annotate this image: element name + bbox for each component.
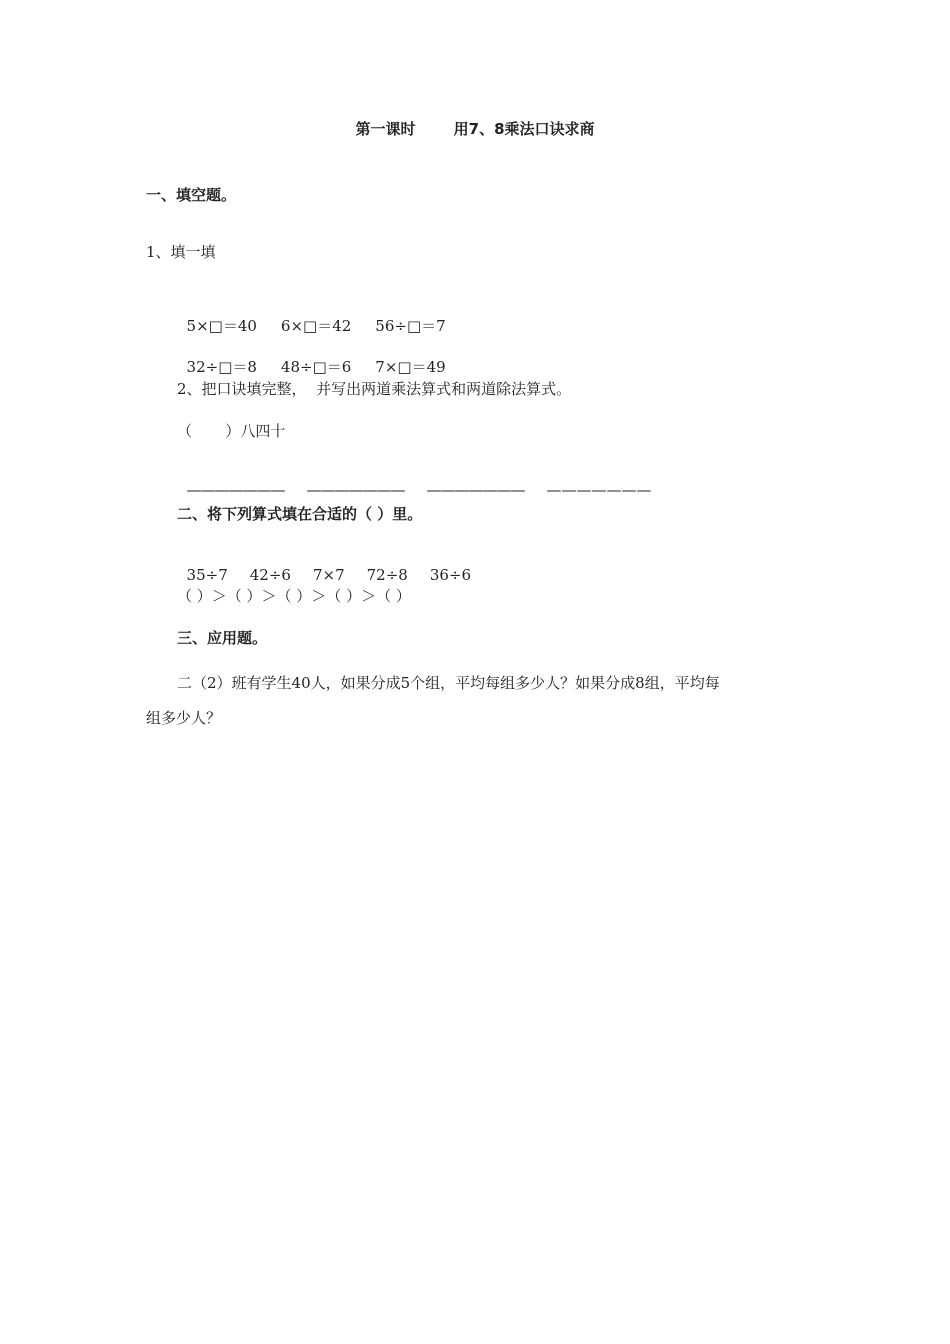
section-1-heading: 一、填空题。 xyxy=(146,186,237,204)
word-problem-line-1: 二（2）班有学生40人，如果分成5个组，平均每组多少人？如果分成8组，平均每 xyxy=(177,674,720,692)
section-3-heading: 三、应用题。 xyxy=(177,629,268,647)
equation-item: 6×□＝42 xyxy=(280,317,352,335)
answer-line: ——————— xyxy=(186,481,285,499)
lesson-topic: 用7、8乘法口诀求商 xyxy=(453,120,595,138)
question-2-label: 2、把口诀填完整， 并写出两道乘法算式和两道除法算式。 xyxy=(177,380,572,398)
equation-row-2 xyxy=(177,337,446,377)
equation-item: 56÷□＝7 xyxy=(375,317,446,335)
equation-row-1 xyxy=(177,296,446,336)
equation-item: 48÷□＝6 xyxy=(280,358,352,376)
expression-item: 7×7 xyxy=(312,566,345,584)
page-title xyxy=(0,119,950,139)
word-problem-line-2: 组多少人？ xyxy=(146,709,222,727)
mnemonic-blank: （ ）八四十 xyxy=(177,422,286,440)
expression-item: 72÷8 xyxy=(366,566,408,584)
equation-item: 7×□＝49 xyxy=(375,358,446,376)
question-1-label: 1、填一填 xyxy=(146,243,216,261)
expression-item: 36÷6 xyxy=(429,566,472,584)
equation-item: 5×□＝40 xyxy=(186,317,257,335)
answer-lines xyxy=(177,460,652,500)
answer-line: ——————— xyxy=(306,481,405,499)
answer-line: ——————— xyxy=(546,481,652,499)
lesson-label: 第一课时 xyxy=(355,120,416,138)
expression-row xyxy=(177,545,471,585)
expression-item: 42÷6 xyxy=(249,566,291,584)
expression-item: 35÷7 xyxy=(186,566,228,584)
answer-line: ——————— xyxy=(426,481,525,499)
ordering-blanks: （ ）＞（ ）＞（ ）＞（ ）＞（ ） xyxy=(177,587,411,605)
section-2-heading: 二、将下列算式填在合适的（ ）里。 xyxy=(177,505,423,523)
equation-item: 32÷□＝8 xyxy=(186,358,257,376)
